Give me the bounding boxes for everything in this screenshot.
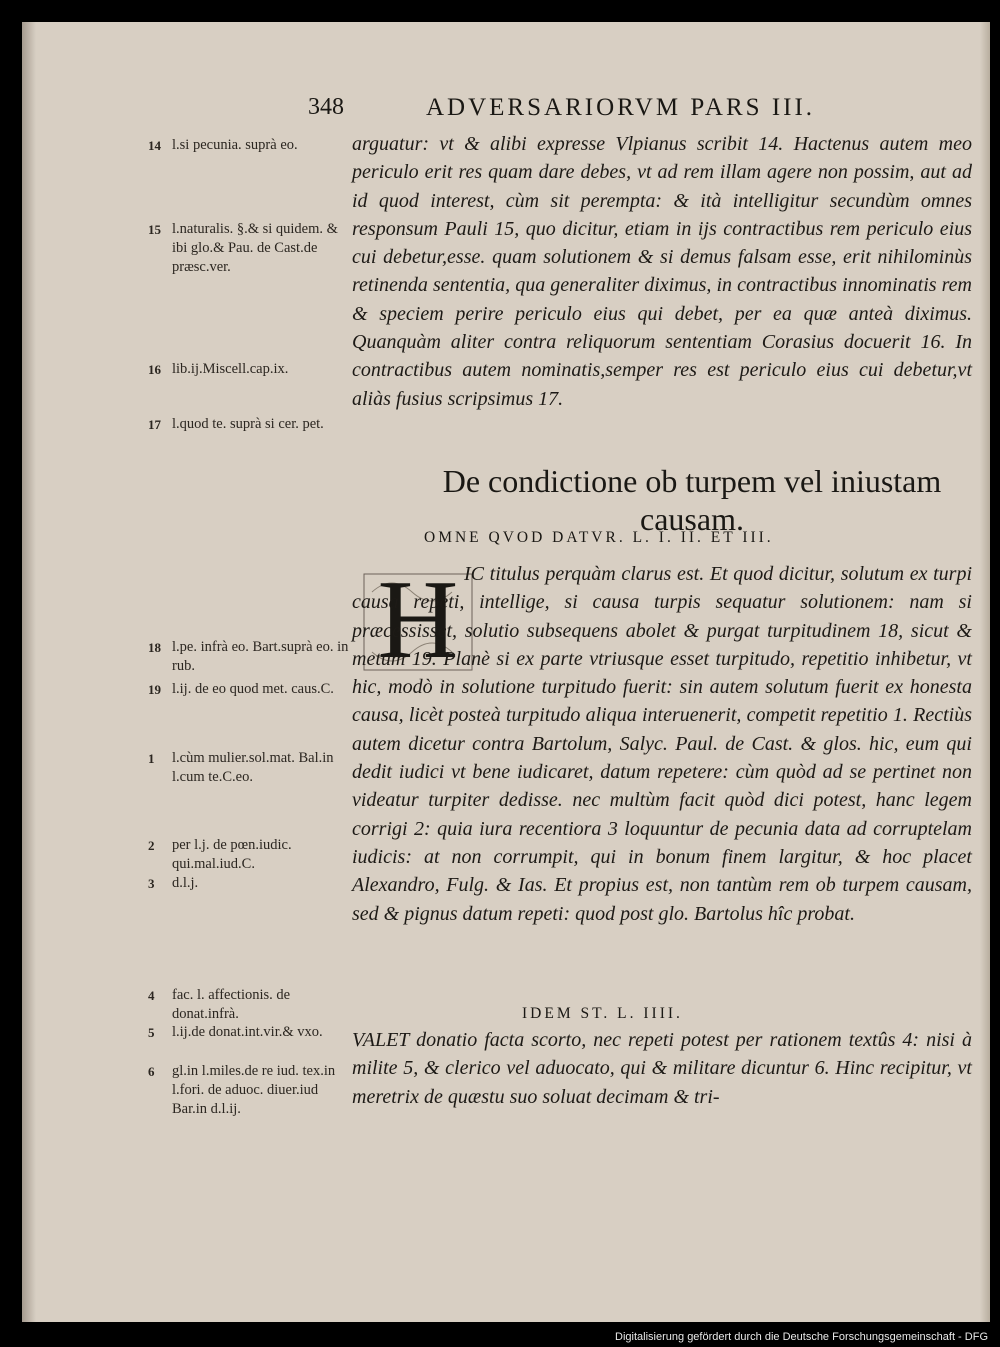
paragraph: IC titulus perquàm clarus est. Et quod dicitur, solutum ex turpi causa repeti, intellige, si causa turpis sequatur solutionem: nam si præcessisset, solutio subsequens abolet & purgat turpitudinem 18, sicut & metum 19. Planè si ex parte vtriusque esset turpitudo, repetitio inhibetur, vt hic, modò in solutione turpitudo fuerit: sin autem solutum fuerit ex honesta causa, licèt posteà turpitudo aliqua interuenerit, competit repetitio 1. Rectiùs autem dicetur contra Bartolum, Salyc. Paul. de Cast. & glos. hic, eum qui dedit iudici vt bene iudicaret, datum repetere: cùm quòd ad se pertinet non videatur turpiter dedisse. nec multùm facit quòd dici potest, hanc legem corrigi 2: quia iura recentiora 3 loquuntur de pecunia data ad corruptelam iudicis: at non corrumpit, qui in bonum finem largitur, & hoc placet Alexandro, Fulg. & Ias. Et propius est, non tantùm rem ob turpem causam, sed & pignus datum repeti: quod post glo. Bartolus hîc probat. (352, 563, 972, 925)
margin-note-number: 19 (148, 682, 161, 697)
margin-note-text: gl.in l.miles.de re iud. tex.in l.fori. de aduoc. diuer.iud Bar.in d.l.ij. (172, 1063, 336, 1117)
margin-note (148, 986, 352, 1024)
margin-note-number: 14 (148, 138, 161, 153)
margin-note (148, 360, 352, 379)
main-text-block (352, 130, 972, 413)
page-spine-shadow (22, 22, 36, 1322)
page-header (22, 94, 990, 134)
footer-text: Digitalisierung gefördert durch die Deutsche Forschungsgemeinschaft - DFG (615, 1331, 988, 1343)
margin-note-number: 3 (148, 876, 155, 891)
digitization-footer (0, 1331, 1000, 1343)
margin-note-text: l.si pecunia. suprà eo. (172, 137, 298, 153)
margin-note-number: 15 (148, 222, 161, 237)
section-title: De condictione ob turpem vel iniustam causam. (442, 463, 942, 537)
page-edge-shadow (980, 22, 990, 1322)
margin-note-text: l.cùm mulier.sol.mat. Bal.in l.cum te.C.eo. (172, 750, 334, 785)
margin-note (148, 220, 352, 277)
margin-note-number: 17 (148, 417, 161, 432)
margin-note (148, 415, 352, 434)
page-number: 348 (308, 94, 344, 120)
margin-note-text: fac. l. affectionis. de donat.infrà. (172, 987, 291, 1022)
margin-note-number: 6 (148, 1064, 155, 1079)
margin-note-number: 1 (148, 751, 155, 766)
margin-note (148, 1023, 352, 1042)
margin-note (148, 136, 352, 155)
margin-note-number: 16 (148, 362, 161, 377)
section-subheading: IDEM ST. L. IIII. (522, 1005, 683, 1022)
running-head: ADVERSARIORVM PARS III. (426, 94, 816, 121)
drop-cap: H (377, 558, 459, 682)
margin-note-text: l.ij. de eo quod met. caus.C. (172, 681, 334, 697)
margin-note-number: 4 (148, 988, 155, 1003)
paragraph: VALET donatio facta scorto, nec repeti potest per rationem textûs 4: nisi à milite 5, & clerico vel aduocato, qui & militare dicuntur 6. Hinc recipitur, vt meretrix de quæstu suo soluat decimam & tri- (352, 1029, 972, 1108)
main-text-block (352, 1026, 972, 1111)
margin-note (148, 749, 352, 787)
margin-note-text: per l.j. de pœn.iudic. qui.mal.iud.C. (172, 837, 292, 872)
margin-note-text: l.pe. infrà eo. Bart.suprà eo. in rub. (172, 639, 349, 674)
margin-note (148, 836, 352, 874)
main-text-block (352, 560, 972, 928)
paragraph: arguatur: vt & alibi expresse Vlpianus scribit 14. Hactenus autem meo periculo erit res quam dare debes, vt ad rem illam agere non possim, aut ad id quod interest, cùm sit perempta: & ità intelligitur secundùm omnes responsum Pauli 15, quo dicitur, etiam in ijs contractibus rem periculo eius cui debetur,esse. quam solutionem & si demus falsam esse, erit nihilominùs retinenda sententia, qua generaliter diximus, in contractibus innominatis rem & speciem perire periculo eius qui debet, per ea quæ anteà diximus. Quanquàm aliter contra reliquorum sententiam Corasius docuerit 16. In contractibus autem nominatis,semper res est periculo eius cui debetur,vt aliàs fusius scripsimus 17. (352, 133, 972, 410)
book-page (22, 22, 990, 1322)
margin-note (148, 680, 352, 699)
margin-note-text: l.quod te. suprà si cer. pet. (172, 416, 324, 432)
margin-note-text: lib.ij.Miscell.cap.ix. (172, 361, 289, 377)
section-subheading: OMNE QVOD DATVR. L. I. II. ET III. (424, 529, 774, 546)
margin-note-text: l.ij.de donat.int.vir.& vxo. (172, 1024, 323, 1040)
margin-note (148, 638, 352, 676)
margin-note-text: d.l.j. (172, 875, 199, 891)
margin-note-number: 5 (148, 1025, 155, 1040)
margin-note-text: l.naturalis. §.& si quidem. & ibi glo.& Pau. de Cast.de præsc.ver. (172, 221, 338, 275)
margin-note (148, 874, 352, 893)
margin-note-number: 18 (148, 640, 161, 655)
margin-note (148, 1062, 352, 1119)
margin-note-number: 2 (148, 838, 155, 853)
